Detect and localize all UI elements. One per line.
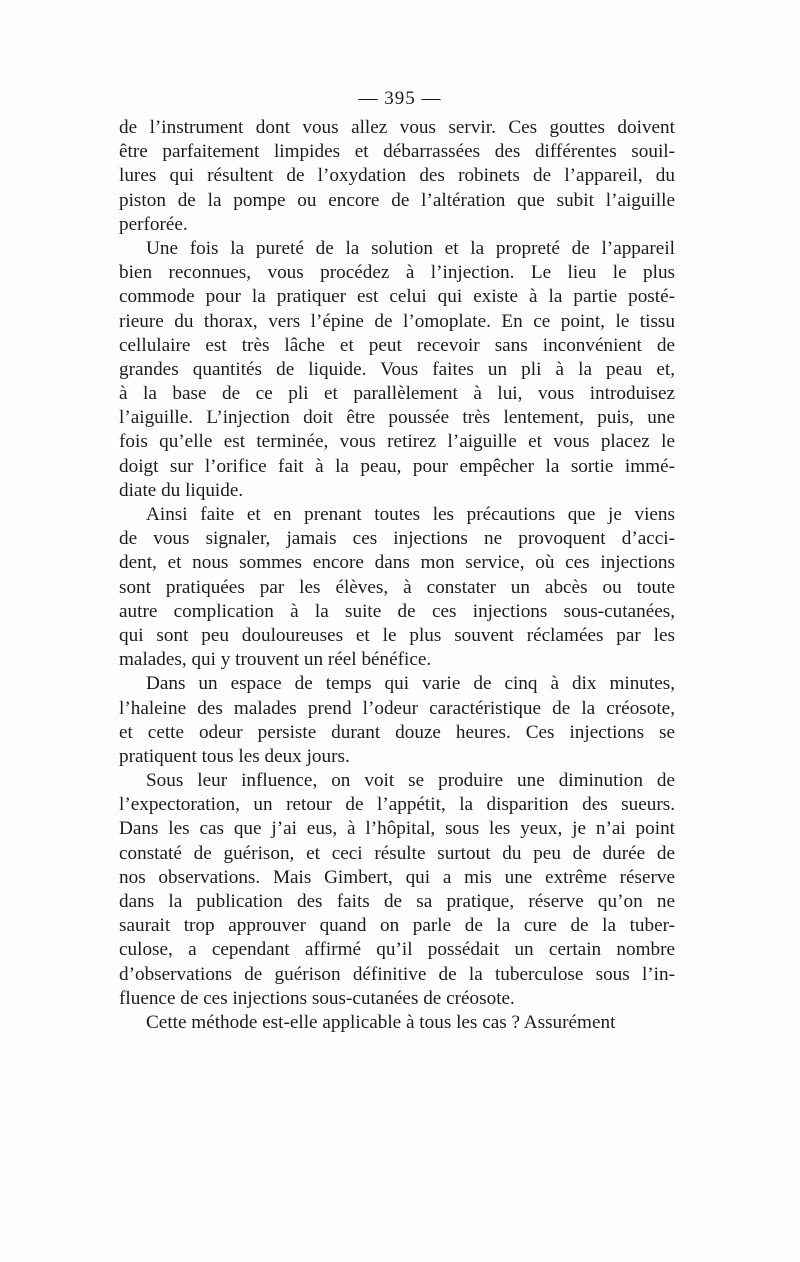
text-line: malades, qui y trouvent un réel bénéfice. [119,649,432,671]
text-line: l’aiguille. L’injection doit être poussée très lentement, puis, une [119,407,675,429]
text-line: l’haleine des malades prend l’odeur caractéristique de la créosote, [119,697,675,719]
text-line: être parfaitement limpides et débarrassées des différentes souil- [119,141,675,163]
text-line: perforée. [119,213,188,235]
text-line: bien reconnues, vous procédez à l’injection. Le lieu le plus [119,262,675,284]
text-line: Sous leur influence, on voit se produire une diminution de [146,770,675,792]
text-line: grandes quantités de liquide. Vous faites un pli à la peau et, [119,358,675,380]
body-text [119,116,675,1035]
text-line: de vous signaler, jamais ces injections ne provoquent d’acci- [119,528,675,550]
paragraph [119,672,675,769]
text-line: Une fois la pureté de la solution et la propreté de l’appareil [146,237,675,259]
text-line: cellulaire est très lâche et peut recevoir sans inconvénient de [119,334,675,356]
paragraph [119,116,675,237]
text-line: Dans un espace de temps qui varie de cinq à dix minutes, [146,673,675,695]
text-line: rieure du thorax, vers l’épine de l’omoplate. En ce point, le tissu [119,310,675,332]
text-line: qui sont peu douloureuses et le plus souvent réclamées par les [119,624,675,646]
text-line: autre complication à la suite de ces injections sous-cutanées, [119,600,675,622]
text-line: saurait trop approuver quand on parle de la cure de la tuber- [119,915,675,937]
text-line: l’expectoration, un retour de l’appétit, la disparition des sueurs. [119,794,675,816]
text-line: commode pour la pratiquer est celui qui existe à la partie posté- [119,286,675,308]
text-line: lures qui résultent de l’oxydation des robinets de l’appareil, du [119,165,675,187]
text-line: de l’instrument dont vous allez vous servir. Ces gouttes doivent [119,117,675,138]
paragraph [119,1011,675,1035]
text-line: culose, a cependant affirmé qu’il possédait un certain nombre [119,939,675,961]
text-line: Cette méthode est-elle applicable à tous les cas ? Assurément [146,1011,616,1033]
text-line: fois qu’elle est terminée, vous retirez l’aiguille et vous placez le [119,431,675,453]
paragraph [119,503,675,672]
text-line: sont pratiquées par les élèves, à constater un abcès ou toute [119,576,675,598]
text-line: fluence de ces injections sous-cutanées de créosote. [119,987,515,1009]
text-line: pratiquent tous les deux jours. [119,745,350,767]
text-line: nos observations. Mais Gimbert, qui a mis une extrême réserve [119,866,675,888]
text-line: dent, et nous sommes encore dans mon service, où ces injections [119,552,675,574]
text-line: Dans les cas que j’ai eus, à l’hôpital, sous les yeux, je n’ai point [119,818,675,840]
text-line: doigt sur l’orifice fait à la peau, pour empêcher la sortie immé- [119,455,675,477]
page-number: — 395 — [358,88,442,109]
paragraph [119,237,675,503]
text-line: d’observations de guérison définitive de la tuberculose sous l’in- [119,963,675,985]
text-line: piston de la pompe ou encore de l’altération que subit l’aiguille [119,189,675,211]
text-line: et cette odeur persiste durant douze heures. Ces injections se [119,721,675,743]
text-line: diate du liquide. [119,479,244,501]
text-line: constaté de guérison, et ceci résulte surtout du peu de durée de [119,842,675,864]
text-line: à la base de ce pli et parallèlement à lui, vous introduisez [119,383,675,405]
paragraph [119,769,675,1011]
text-line: dans la publication des faits de sa pratique, réserve qu’on ne [119,891,675,912]
text-line: Ainsi faite et en prenant toutes les précautions que je viens [146,504,675,525]
